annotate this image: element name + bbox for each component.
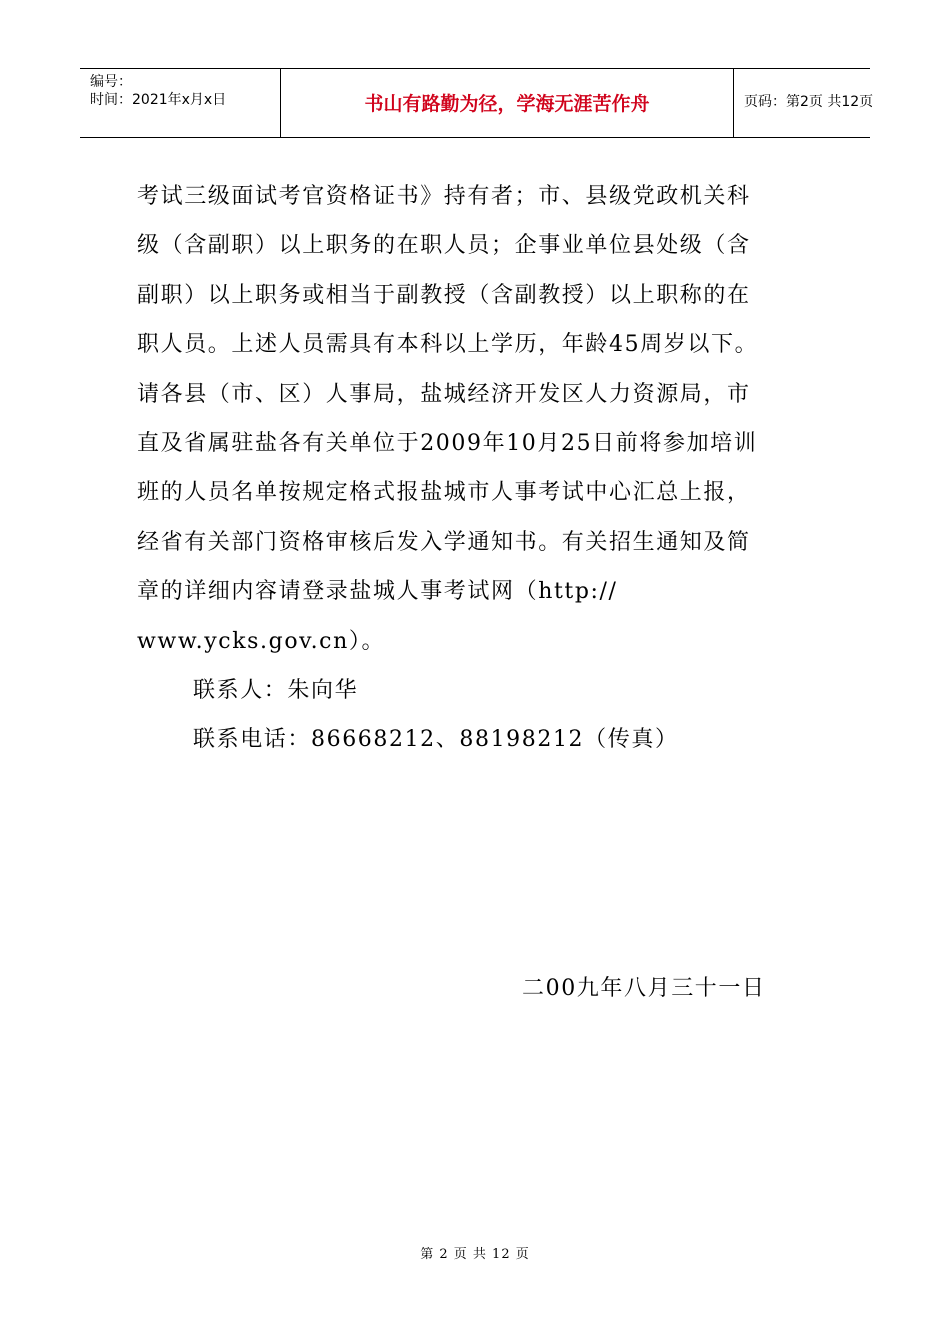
body-line: 请各县（市、区）人事局，盐城经济开发区人力资源局，市: [137, 381, 751, 407]
body-line: 章的详细内容请登录盐城人事考试网（http://: [137, 579, 618, 605]
body-line: 班的人员名单按规定格式报盐城市人事考试中心汇总上报，: [137, 480, 751, 506]
contact-phone: 联系电话：86668212、88198212（传真）: [193, 727, 679, 753]
document-date: 二00九年八月三十一日: [522, 976, 766, 1001]
document-time-label: 时间：2021年x月x日: [90, 92, 227, 108]
body-line: 职人员。上述人员需具有本科以上学历，年龄45周岁以下。: [137, 332, 759, 358]
header-motto: 书山有路勤为径，学海无涯苦作舟: [364, 93, 650, 115]
document-number-label: 编号：: [90, 74, 132, 90]
body-line: 级（含副职）以上职务的在职人员；企事业单位县处级（含: [137, 233, 751, 259]
page-footer: 第 2 页 共 12 页: [420, 1247, 530, 1262]
header-page-cell: [734, 69, 874, 137]
page-header: [80, 68, 874, 138]
body-line: 直及省属驻盐各有关单位于2009年10月25日前将参加培训: [137, 430, 758, 456]
body-line: 经省有关部门资格审核后发入学通知书。有关招生通知及简: [137, 529, 751, 555]
document-body: [137, 172, 817, 765]
header-page-number: 页码：第2页 共12页: [744, 94, 874, 110]
header-motto-cell: [280, 69, 734, 137]
contact-person: 联系人：朱向华: [193, 677, 359, 703]
body-line: 考试三级面试考官资格证书》持有者；市、县级党政机关科: [137, 184, 751, 209]
body-line: 副职）以上职务或相当于副教授（含副教授）以上职称的在: [137, 282, 751, 308]
body-line: www.ycks.gov.cn）。: [137, 628, 386, 654]
header-meta-cell: [80, 69, 280, 137]
